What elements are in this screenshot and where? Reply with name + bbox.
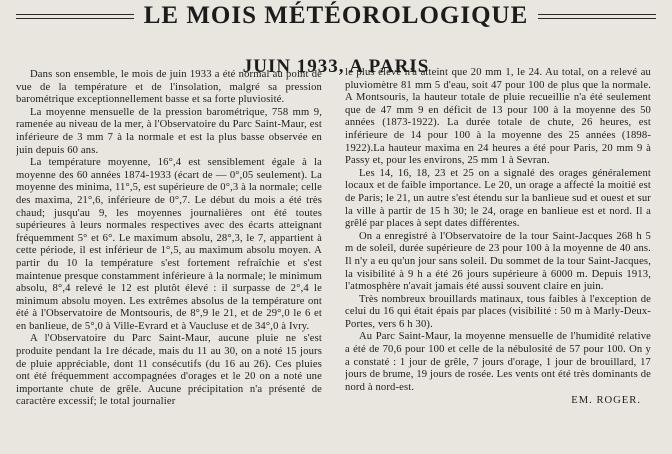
paragraph: La température moyenne, 16°,4 est sensiblement égale à la moyenne des 60 années 1874-1933 (écart de — 0°,05 seulement). La moyenne des minima, 11°,5, est supérieure de 0°,3 à la normale; celle des maxima, 21°,6, inférieure de 0°,7. Le début du mois a été très chaud; jusqu'au 9, les moyennes journalières ont été toutes supérieures à leurs normales respectives avec des écarts atteignant fréquemment 5° et 6°. Le maximum absolu, 28°,3, le 7, appartient à cette période, il est inférieur de 1°,5, au maximum absolu moyen. A partir du 10 la température s'est fortement refraîchie et s'est maintenue presque constamment inférieure à la normale; le minimum absolu, 8°,4 relevé le 12 est plutôt élevé : il surpasse de 2°,4 le minimum absolu moyen. Les extrêmes absolus de la température ont été à l'Observatoire de Montsouris, de 8°,9 le 21, et de 29°,0 le 6 et en banlieue, de 5°,0 à Ville-Evrard et à Vaucluse et de 34°,0 à Ivry. (16, 157, 322, 332)
paragraph: Dans son ensemble, le mois de juin 1933 a été normal au point de vue de la température et de l'insolation, malgré sa pression barométrique exceptionnellement basse et sa forte pluviosité. (16, 69, 322, 106)
paragraph: Au Parc Saint-Maur, la moyenne mensuelle de l'humidité relative a été de 70,6 pour 100 et celle de la nébulosité de 57 pour 100. On y a constaté : 1 jour de grêle, 7 jours d'orage, 1 jour de brouillard, 17 jours de brume, 19 jours de rosée. Les vents ont été très dominants de nord à nord-est. (345, 331, 651, 393)
paragraph: La moyenne mensuelle de la pression barométrique, 758 mm 9, ramenée au niveau de la mer, à l'Observatoire du Parc Saint-Maur, est inférieure de 3 mm 7 à la normale et est la plus basse observée en juin depuis 60 ans. (16, 106, 322, 156)
paragraph: On a enregistré à l'Observatoire de la tour Saint-Jacques 268 h 5 m de soleil, durée supérieure de 23 pour 100 à la moyenne de 40 ans. Il n'y a eu qu'un jour sans soleil. Du sommet de la tour Saint-Jacques, la visibilité à 9 h a été 26 jours supérieure à 6000 m. Depuis 1913, l'atmosphère n'avait jamais été aussi souvent claire en juin. (345, 230, 651, 293)
paragraph: le plus élevé n'a atteint que 20 mm 1, le 24. Au total, on a relevé au pluviomètre 81 mm 5 d'eau, soit 47 pour 100 de plus que la normale. A Montsouris, la hauteur totale de pluie recueillie n'a été seulement que de 47 mm 9 en déficit de 13 pour 100 à la moyenne des 50 années (1873-1922). La durée totale de chute, 26 heures, est inférieure de 14 pour 100 à la moyenne des 25 années (1898-1922).La hauteur maxima en 24 heures a été pour Paris, 20 mm 9 à Passy et, pour les environs, 25 mm 1 à Sevran. (345, 67, 651, 167)
paragraph: Très nombreux brouillards matinaux, tous faibles à l'exception de celui du 16 qui était épais par places (visibilité : 50 m à Marly-Deux-Portes, vers 6 h 30). (345, 293, 651, 330)
article-title: LE MOIS MÉTÉOROLOGIQUE (143, 2, 529, 29)
right-rule (538, 14, 656, 19)
author-signature: EM. ROGER. (571, 395, 641, 407)
headline (0, 2, 672, 30)
paragraph: Les 14, 16, 18, 23 et 25 on a signalé des orages généralement locaux et de faible importance. Le 20, un orage a affecté la moitié est de Paris; le 21, un autre s'est étendu sur la banlieue sud et ouest et sur la ville à partir de 15 h 30; le 24, orage en banlieue est et nord. Il a grêlé par places à sept dates différentes. (345, 167, 651, 230)
left-rule (16, 14, 134, 19)
article-subtitle: JUIN 1933, A PARIS (242, 55, 430, 77)
paragraph: A l'Observatoire du Parc Saint-Maur, aucune pluie ne s'est produite pendant la 1re décade, mais du 11 au 30, on a noté 15 jours de pluie appréciable, dont 11 consécutifs (du 16 au 26). Ces pluies ont été fréquemment accompagnées d'orages et le 20 on a noté une importante chute de grêle. Aucune précipitation n'a présenté de caractère excessif; le total journalier (16, 333, 322, 408)
left-column (16, 69, 322, 451)
right-column (345, 67, 651, 449)
